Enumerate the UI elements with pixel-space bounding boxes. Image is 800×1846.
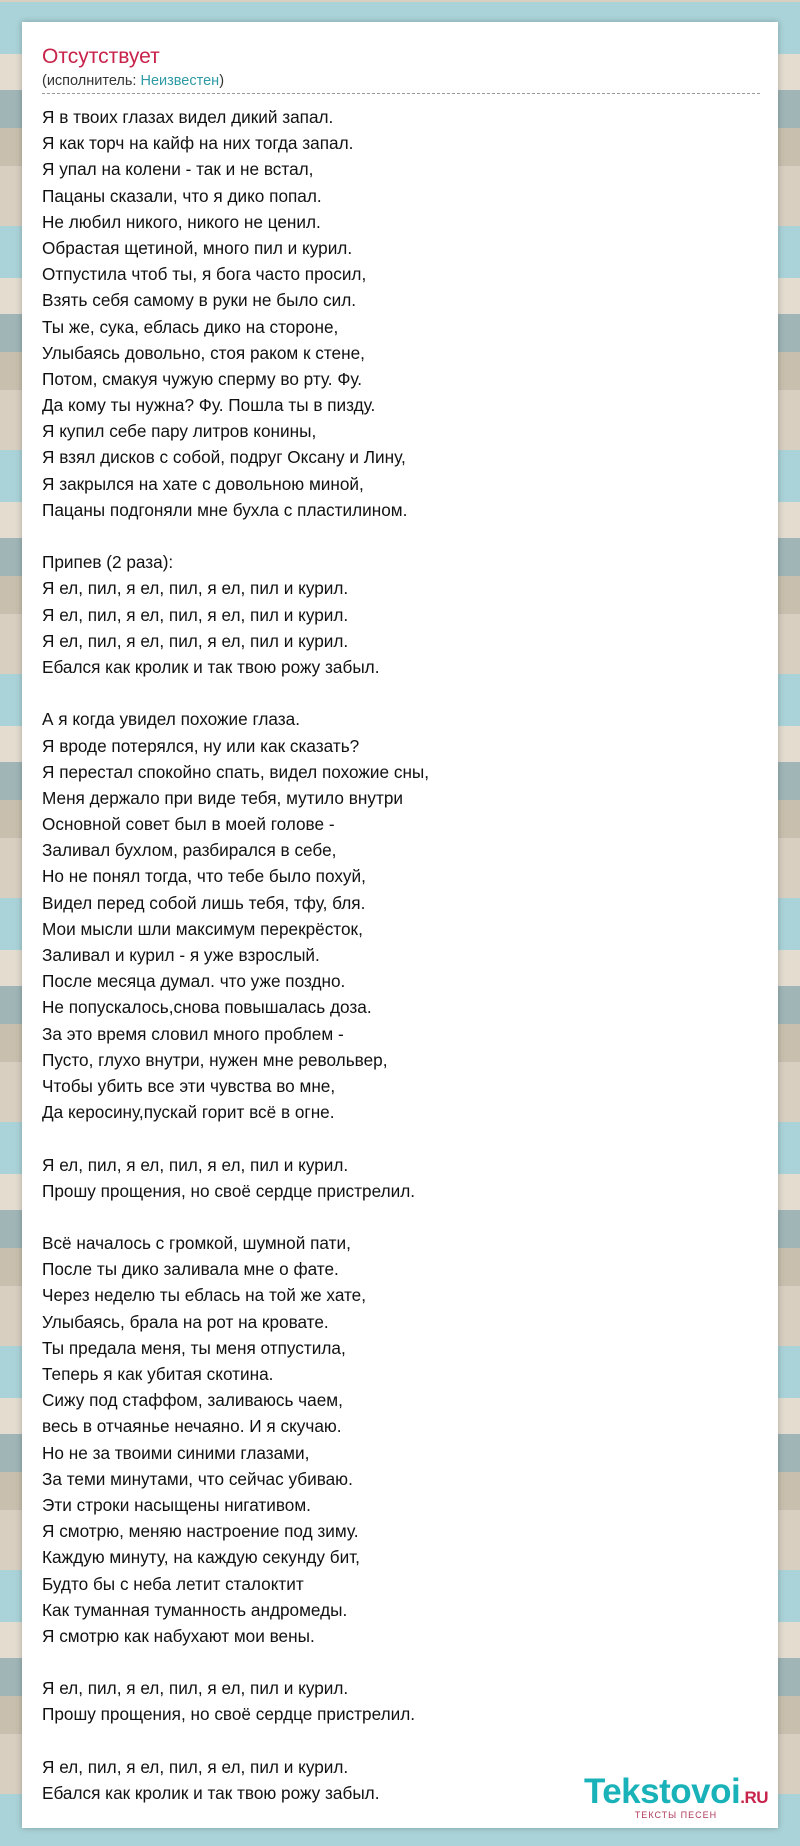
lyric-line: Всё началось с громкой, шумной пати, (42, 1233, 351, 1254)
lyric-line: Основной совет был в моей голове - (42, 814, 335, 835)
lyric-line: Будто бы с неба летит сталоктит (42, 1573, 304, 1594)
lyric-line: Я перестал спокойно спать, видел похожие сны, (42, 761, 430, 782)
lyric-line: Видел перед собой лишь тебя, тфу, бля. (42, 892, 366, 913)
lyric-line: Отпустила чтоб ты, я бога часто просил, (42, 264, 367, 285)
lyric-line: Я ел, пил, я ел, пил, я ел, пил и курил. (42, 1756, 349, 1777)
lyric-line: Да кому ты нужна? Фу. Пошла ты в пизду. (42, 395, 376, 416)
lyric-blank-line (42, 1728, 762, 1754)
lyric-line: Я вроде потерялся, ну или как сказать? (42, 735, 360, 756)
lyric-line: Улыбаясь довольно, стоя раком к стене, (42, 342, 365, 363)
lyric-line: Да керосину,пускай горит всё в огне. (42, 1102, 335, 1123)
header-divider (42, 93, 760, 94)
lyric-line: Я смотрю, меняю настроение под зиму. (42, 1521, 359, 1542)
lyric-line: Взять себя самому в руки не было сил. (42, 290, 357, 311)
lyric-line: За это время словил много проблем - (42, 1023, 344, 1044)
artist-link[interactable]: Неизвестен (140, 73, 220, 89)
lyric-line: Обрастая щетиной, много пил и курил. (42, 237, 353, 258)
lyric-line: Теперь я как убитая скотина. (42, 1364, 274, 1384)
lyric-line: Каждую минуту, на каждую секунду бит, (42, 1547, 360, 1568)
lyric-line: Улыбаясь, брала на рот на кровате. (42, 1311, 329, 1332)
lyric-line: Мои мысли шли максимум перекрёсток, (42, 918, 363, 939)
lyric-line: Ты предала меня, ты меня отпустила, (42, 1337, 346, 1358)
lyrics-card (22, 22, 778, 1828)
lyric-line: За теми минутами, что сейчас убиваю. (42, 1468, 353, 1489)
lyric-blank-line (42, 1125, 762, 1151)
lyric-line: Ты же, сука, еблась дико на стороне, (42, 316, 339, 337)
lyric-line: После месяца думал. что уже поздно. (42, 971, 346, 992)
lyric-blank-line (42, 1204, 762, 1230)
lyric-line: Не попускалось,снова повышалась доза. (42, 997, 372, 1018)
lyric-line: Я в твоих глазах видел дикий запал. (42, 107, 334, 127)
lyric-line: Но не за твоими синими глазами, (42, 1442, 310, 1463)
lyric-line: Прошу прощения, но своё сердце пристрелил. (42, 1180, 416, 1201)
lyric-line: Я смотрю как набухают мои вены. (42, 1625, 315, 1646)
song-title: Отсутствует (42, 45, 160, 68)
lyric-line: Но не понял тогда, что тебе было похуй, (42, 866, 366, 887)
logo-main-text: Tekstovoi (583, 1772, 741, 1811)
lyric-line: Пацаны подгоняли мне бухла с пластилином. (42, 499, 408, 520)
lyric-line: Пусто, глухо внутри, нужен мне револьвер, (42, 1049, 388, 1070)
lyric-line: Я ел, пил, я ел, пил, я ел, пил и курил. (42, 1154, 349, 1175)
lyric-line: Я закрылся на хате с довольною миной, (42, 473, 364, 494)
lyric-blank-line (42, 523, 762, 549)
lyric-line: Я ел, пил, я ел, пил, я ел, пил и курил. (42, 1678, 349, 1699)
lyric-line: Чтобы убить все эти чувства во мне, (42, 1075, 336, 1096)
lyric-line: Потом, смакуя чужую сперму во рту. Фу. (42, 368, 363, 389)
lyric-line: Я взял дисков с собой, подруг Оксану и Лину, (42, 447, 406, 468)
lyric-line: Я как торч на кайф на них тогда запал. (42, 133, 354, 154)
artist-suffix: ) (219, 73, 225, 89)
lyric-line: Прошу прощения, но своё сердце пристрелил. (42, 1704, 416, 1725)
lyric-line: Я упал на колени - так и не встал, (42, 159, 314, 180)
logo-tld: .RU (740, 1788, 768, 1807)
artist-line (42, 73, 224, 90)
lyric-line: Заливал бухлом, разбирался в себе, (42, 840, 337, 861)
lyric-line: Заливал и курил - я уже взрослый. (42, 945, 320, 965)
lyric-line: Меня держало при виде тебя, мутило внутри (42, 787, 403, 808)
lyric-line: Через неделю ты еблась на той же хате, (42, 1285, 367, 1306)
lyric-line: весь в отчаянье нечаяно. И я скучаю. (42, 1416, 342, 1437)
lyric-line: Ебался как кролик и так твою рожу забыл. (42, 656, 380, 677)
lyrics-text (42, 104, 762, 1806)
lyric-line: Я ел, пил, я ел, пил, я ел, пил и курил. (42, 604, 349, 625)
lyric-line: А я когда увидел похожие глаза. (42, 709, 300, 730)
logo-subtitle: ТЕКСТЫ ПЕСЕН (634, 1810, 718, 1820)
lyric-line: Припев (2 раза): (42, 552, 174, 573)
lyric-line: Я ел, пил, я ел, пил, я ел, пил и курил. (42, 578, 349, 599)
lyric-blank-line (42, 680, 762, 706)
site-logo[interactable] (584, 1774, 768, 1820)
lyric-line: Не любил никого, никого не ценил. (42, 211, 321, 232)
lyric-line: Эти строки насыщены нигативом. (42, 1494, 311, 1515)
lyric-line: Пацаны сказали, что я дико попал. (42, 185, 322, 206)
artist-prefix: (исполнитель: (42, 73, 141, 89)
lyric-line: Сижу под стаффом, заливаюсь чаем, (42, 1390, 343, 1411)
lyric-blank-line (42, 1649, 762, 1675)
lyric-line: Я ел, пил, я ел, пил, я ел, пил и курил. (42, 630, 349, 651)
lyric-line: После ты дико заливала мне о фате. (42, 1259, 339, 1280)
lyric-line: Как туманная туманность андромеды. (42, 1599, 348, 1620)
lyric-line: Ебался как кролик и так твою рожу забыл. (42, 1783, 380, 1803)
lyric-line: Я купил себе пару литров конины, (42, 421, 317, 442)
